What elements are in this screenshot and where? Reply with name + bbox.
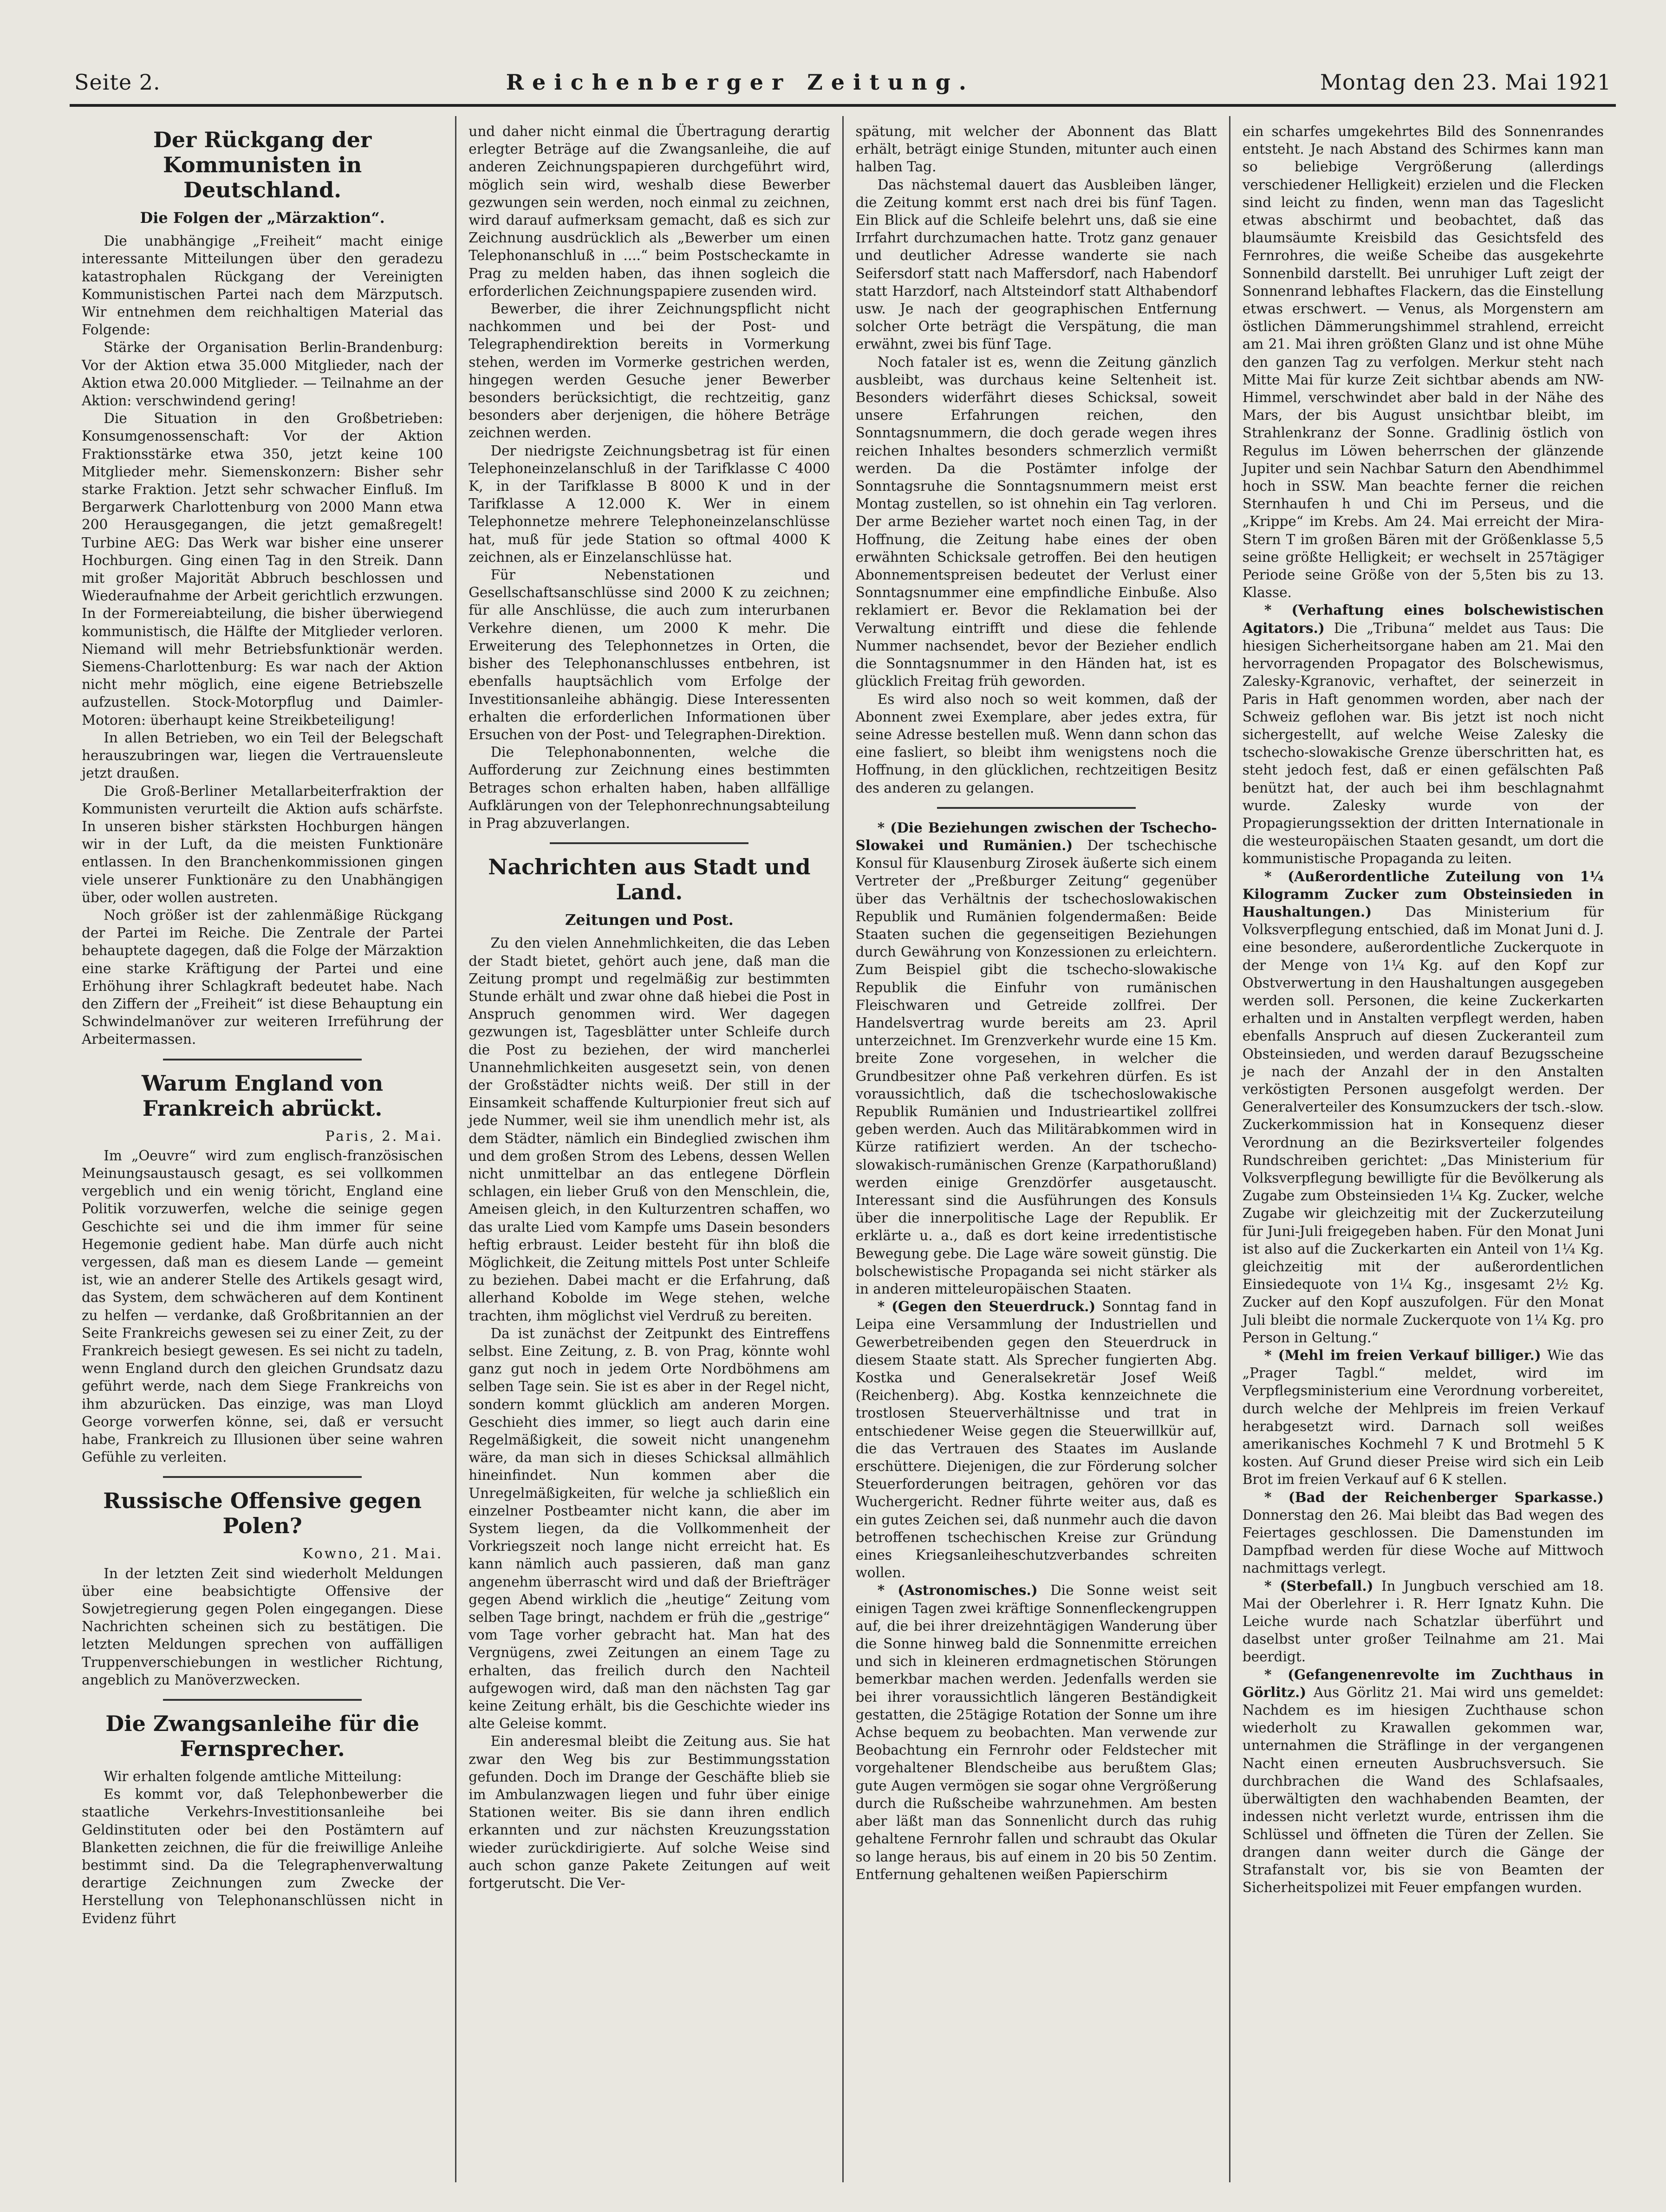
news-item-text: Die „Tribuna“ meldet aus Taus: Die hiesigen Sicherheitsorgane haben am 21. Mai den hervorragenden Propagator des Bolschewismus, Zalesky-Kgranovic, verhaftet, der seinerzeit in Paris in Haft genommen worden, aber nach der Schweiz geflohen war. Bis jetzt ist noch nicht sichergestellt, auf welche Weise Zalesky die tschecho-slowakische Grenze überschritten hat, es steht jedoch fest, daß er einen gefälschten Paß benützt hat, der auch bei ihm beschlagnahmt wurde. Zalesky wurde von der Propagierungssektion der dritten Internationale in die westeuropäischen Staaten gesandt, um dort die kommunistische Propaganda zu leiten.: [1242, 620, 1604, 867]
paragraph: Wir erhalten folgende amtliche Mitteilung:: [104, 1769, 402, 1785]
paragraph: Zu den vielen Annehmlichkeiten, die das Leben der Stadt bietet, gehört auch jene, daß man die Zeitung prompt und regelmäßig zur bestimmten Stunde erhält und zwar ohne daß hiebei die Post in Anspruch genommen wird. Wer dagegen gezwungen ist, Tagesblätter unter Schleife durch die Post zu beziehen, der wird mancherlei Unannehmlichkeiten ausgesetzt sein, von denen der Großstädter nichts weiß. Der still in der Einsamkeit schaffende Kulturpionier freut sich auf jede Nummer, weil sie ihm unendlich mehr ist, als dem Städter, nämlich ein Bindeglied zwischen ihm und dem großen Strom des Lebens, dessen Wellen nicht unmittelbar an das entlegene Dörflein schlagen, ein lieber Gruß von den Menschlein, die, Ameisen gleich, in den Kulturzentren schaffen, wo das uralte Lied vom Kampfe ums Dasein besonders heftig erbraust. Leider besteht für ihn bloß die Möglichkeit, die Zeitung mittels Post unter Schleife zu beziehen. Dabei macht er die Erfahrung, daß allerhand Kobolde im Wege stehen, welche trachten, ihm möglichst viel Verdruß zu bereiten.: [469, 935, 830, 1324]
section-subheadline: Zeitungen und Post.: [565, 911, 734, 929]
news-item-text: Sonntag fand in Leipa eine Versammlung der Industriellen und Gewerbetreibenden gegen den Steuerdruck in diesem Staate statt. Als Sprecher fungierten Abg. Kostka und Generalsekretär Josef Weiß (Reichenberg). Abg. Kostka kennzeichnete die trostlosen Steuerverhältnisse und trat in entschiedener Weise gegen die Steuerwillkür auf, die das Vertrauen des Staates im Auslande erschüttere. Diejenigen, die zur Förderung solcher Steuerforderungen beitragen, gehören vor das Wuchergericht. Redner führte weiter aus, daß es ein gutes Zeichen sei, daß nunmehr auch die davon betroffenen tschechischen Kreise zur Gründung eines Kriegsanleiheschutzverbandes schreiten wollen.: [855, 1299, 1217, 1581]
paragraph: Stärke der Organisation Berlin-Brandenburg: Vor der Aktion etwa 35.000 Mitglieder, nach der Aktion etwa 20.000 Mitglieder. — Teilnahme an der Aktion: verschwindend gering!: [82, 339, 443, 409]
column-3: [844, 116, 1230, 2182]
paragraph: Die unabhängige „Freiheit“ macht einige interessante Mitteilungen über den geradezu katastrophalen Rückgang der Vereinigten Kommunistischen Partei nach dem Märzputsch. Wir entnehmen dem reichhaltigen Material das Folgende:: [82, 233, 443, 338]
paragraph: Für Nebenstationen und Gesellschaftsanschlüsse sind 2000 K zu zeichnen; für alle Anschlüsse, die auch zum interurbanen Verkehre dienen, um 2000 K mehr. Die Erweiterung des Telephonnetzes in Orten, die bisher des Telephonanschlusses entbehren, ist ebenfalls hauptsächlich vom Erfolge der Investitionsanleihe abhängig. Diese Interessenten erhalten die erforderlichen Informationen über Ersuchen von der Post- und Telegraphen-Direktion.: [469, 567, 830, 742]
paragraph: Es wird also noch so weit kommen, daß der Abonnent zwei Exemplare, aber jedes extra, für seine Adresse bestellen muß. Wenn dann schon das eine fasliert, so bleibt ihm wenigstens noch die Hoffnung, in den glücklichen, rechtzeitigen Besitz des anderen zu gelangen.: [855, 691, 1217, 796]
news-item: [856, 819, 1217, 1298]
issue-date: Montag den 23. Mai 1921: [1320, 70, 1611, 95]
news-item-title: * (Bad der Reichenberger Sparkasse.): [1264, 1489, 1604, 1505]
paragraph: Bewerber, die ihrer Zeichnungspflicht nicht nachkommen und bei der Post- und Telegraphendirektion bereits in Vormerkung stehen, werden im Vormerke gestrichen werden, hingegen werden Gesuche jener Bewerber besonders berücksichtigt, die rechtzeitig, ganz besonders aber derjenigen, die höhere Beträge zeichnen werden.: [469, 301, 830, 441]
article-headline: Der Rückgang der Kommunisten in Deutschland.: [153, 127, 372, 202]
paragraph: und daher nicht einmal die Übertragung derartig erlegter Beträge auf die Zwangsanleihe, die auf anderen Zeichnungspapieren durchgeführt wird, möglich sein wird, weshalb diese Bewerber gezwungen sein werden, noch einmal zu zeichnen, wird darauf aufmerksam gemacht, daß es sich zur Zeichnung ausdrücklich als „Bewerber um einen Telephonanschluß in ....“ beim Postscheckamte in Prag zu melden haben, das ihnen sogleich die erforderlichen Zeichnungspapiere zusenden wird.: [469, 124, 830, 299]
news-item: [1243, 1577, 1604, 1666]
paragraph: Ein anderesmal bleibt die Zeitung aus. Sie hat zwar den Weg bis zur Bestimmungsstation gefunden. Doch im Drange der Geschäfte blieb sie im Ambulanzwagen liegen und fuhr über einige Stationen weiter. Bis sie dann ihren endlich erkannten und zur nächsten Kreuzungsstation wieder zurückdirigierte. Auf solche Weise sind auch schon ganze Pakete Zeitungen auf weit fortgerutscht. Die Ver-: [469, 1733, 830, 1892]
article-separator: [163, 1699, 362, 1701]
paragraph: In allen Betrieben, wo ein Teil der Belegschaft herauszubringen war, liegen die Vertrauensleute jetzt draußen.: [82, 729, 443, 781]
news-item-text: Donnerstag den 26. Mai bleibt das Bad wegen des Feiertages geschlossen. Die Damenstunden im Dampfbad werden für diese Woche auf Mittwoch nachmittags verlegt.: [1242, 1507, 1604, 1576]
paragraph: spätung, mit welcher der Abonnent das Blatt erhält, beträgt einige Stunden, mitunter auch einen halben Tag.: [855, 124, 1217, 175]
article-separator: [163, 1476, 362, 1478]
news-item-text: Wie das „Prager Tagbl.“ meldet, wird im Verpflegsministerium eine Verordnung vorbereitet, durch welche der Mehlpreis im freien Verkauf herabgesetzt wird. Darnach soll weißes amerikanisches Kochmehl 7 K und Brotmehl 5 K kosten. Auf Grund dieser Preise wird sich ein Leib Brot im freien Verkauf auf 6 K stellen.: [1242, 1347, 1604, 1488]
article-headline: Die Zwangsanleihe für die Fernsprecher.: [105, 1711, 419, 1762]
news-item-title: * (Die Beziehungen zwischen der Tschecho-Slowakei und Rumänien.): [855, 819, 1217, 853]
paragraph: Noch größer ist der zahlenmäßige Rückgang der Partei im Reiche. Die Zentrale der Partei behauptete dagegen, daß die Folge der Märzaktion eine starke Kräftigung der Partei und eine Erhöhung ihrer Schlagkraft bedeutet habe. Nach den Ziffern der „Freiheit“ ist diese Behauptung ein Schwindelmanöver zur weiteren Irreführung der Arbeitermassen.: [82, 907, 443, 1047]
columns: [70, 116, 1616, 2182]
paragraph: Die Groß-Berliner Metallarbeiterfraktion der Kommunisten verurteilt die Aktion aufs schärfste. In unseren bisher stärksten Hochburgen hängen wir in der Luft, da die meisten Funktionäre entlassen. In den Branchenkommissionen gingen viele unserer Funktionäre zu den Unabhängigen über, oder wollen austreten.: [82, 783, 443, 905]
paragraph: ein scharfes umgekehrtes Bild des Sonnenrandes entsteht. Je nach Abstand des Schirmes kann man so beliebige Vergrößerung (allerdings verschiedener Helligkeit) erzielen und die Flecken sind leicht zu finden, wenn man das Tageslicht etwas abschirmt und beobachtet, daß das blaumsäumte Kreisbild das Gesichtsfeld des Fernrohres, die weiße Scheibe das ausgekehrte Sonnenbild darstellt. Bei unruhiger Luft zeigt der Sonnenrand lebhaftes Flackern, das die Einstellung etwas erschwert. — Venus, als Morgenstern am östlichen Dämmerungshimmel strahlend, erreicht am 21. Mai ihren größten Glanz und ist ohne Mühe den ganzen Tag zu verfolgen. Merkur steht nach Mitte Mai für kurze Zeit sichtbar abends am NW-Himmel, verschwindet aber bald in der Nähe des Mars, der bis August unsichtbar bleibt, im Strahlenkranz der Sonne. Gradlinig östlich von Regulus im Löwen beherrschen der glänzende Jupiter und sein Nachbar Saturn den Abendhimmel hoch in SSW. Man beachte ferner die reichen Sternhaufen h und Chi im Perseus, und die „Krippe“ im Krebs. Am 24. Mai erreicht der Mira-Stern T im großen Bären mit der Größenklasse 5,5 seine größte Helligkeit; er wechselt in 257tägiger Periode seine Größe von der 5,5ten bis zu 13. Klasse.: [1242, 124, 1604, 601]
news-item-title: * (Sterbefall.): [1264, 1577, 1373, 1594]
news-item-title: * (Astronomisches.): [877, 1582, 1038, 1599]
article-separator: [550, 842, 748, 844]
column-4: [1230, 116, 1616, 2182]
article-headline: Russische Offensive gegen Polen?: [103, 1488, 422, 1539]
news-item-title: * (Verhaftung eines bolschewistischen Agitators.): [1242, 602, 1604, 636]
newspaper-page: [70, 65, 1616, 2182]
paragraph: Die Situation in den Großbetrieben: Konsumgenossenschaft: Vor der Aktion Fraktionsstärke etwa 350, jetzt keine 100 Mitglieder mehr. Siemenskonzern: Bisher sehr starke Fraktion. Jetzt sehr schwacher Einfluß. Im Bergarwerk Charlottenburg von 2000 Mann etwa 200 Herausgegangen, die jetzt gemaßregelt! Turbine AEG: Das Werk war bisher eine unserer Hochburgen. Ging einen Tag in den Streik. Dann mit großer Majorität Abbruch beschlossen und Wiederaufnahme der Arbeit gerichtlich erzwungen. In der Formereiabteilung, die bisher überwiegend kommunistisch, die Hälfte der Mitglieder verloren. Niemand will mehr Betriebsfunktionär werden. Siemens-Charlottenburg: Es war nach der Aktion nicht mehr möglich, eine eigene Betriebszelle aufzustellen. Stock-Motorpflug und Daimler-Motoren: überhaupt keine Streikbeteiligung!: [82, 410, 443, 728]
paragraph: Da ist zunächst der Zeitpunkt des Eintreffens selbst. Eine Zeitung, z. B. von Prag, könnte wohl ganz gut noch in jedem Orte Nordböhmens am selben Tage sein. Sie ist es aber in der Regel nicht, sondern kommt glücklich am anderen Morgen. Geschieht dies immer, so liegt auch darin eine Regelmäßigkeit, die soweit nicht unangenehm wäre, da man sich in dieses Schicksal allmählich hineinfindet. Nun kommen aber die Unregelmäßigkeiten, für welche ja schließlich ein einzelner Postbeamter nicht kann, die aber im System liegen, da die Vollkommenheit der Vorkriegszeit noch lange nicht erreicht hat. Es kann nämlich auch passieren, daß man ganz angenehm überrascht wird und daß der Briefträger gegen Abend wirklich die „heutige“ Zeitung vom selben Tage bringt, nachdem er früh die „gestrige“ vom Tage vorher gebracht hat. Man hat des Vergnügens, zwei Zeitungen an einem Tage zu erhalten, das freilich durch den Nachteil aufgewogen wird, daß man den nächsten Tag gar keine Zeitung erhält, bis die Geschichte wieder ins alte Geleise kommt.: [469, 1325, 830, 1732]
news-item: [856, 1581, 1217, 1883]
page-number: Seite 2.: [74, 70, 161, 95]
paragraph: Noch fataler ist es, wenn die Zeitung gänzlich ausbleibt, was durchaus keine Seltenheit ist. Besonders widerfährt dieses Schicksal, soweit unsere Erfahrungen reichen, den Sonntagsnummern, die doch gerade wegen ihres reichen Inhaltes besonders schmerzlich vermißt werden. Da die Postämter infolge der Sonntagsruhe die Sonntagsnummern meist erst Montag zustellen, so ist ohnehin ein Tag verloren. Der arme Bezieher wartet noch einen Tag, in der Hoffnung, die Zeitung habe eines der oben erwähnten Schicksale getroffen. Bei den heutigen Abonnementspreisen bedeutet der Verlust einer Sonntagsnummer eine empfindliche Einbuße. Also reklamiert er. Bevor die Reklamation bei der Verwaltung eintrifft und diese die fehlende Nummer nachsendet, bevor der Bezieher endlich die Sonntagsnummer in den Händen hat, ist es glücklich Freitag früh geworden.: [855, 354, 1217, 690]
paragraph: Es kommt vor, daß Telephonbewerber die staatliche Verkehrs-Investitionsanleihe bei Geldinstituten oder bei den Postämtern auf Blanketten zeichnen, die für die freiwillige Anleihe bestimmt sind. Da die Telegraphenverwaltung derartige Zeichnungen zum Zwecke der Herstellung von Telephonanschlüssen nicht in Evidenz führt: [82, 1786, 443, 1926]
article-subheadline: Die Folgen der „Märzaktion“.: [140, 209, 385, 227]
header-rule: [70, 104, 1616, 107]
dateline: Kowno, 21. Mai.: [302, 1546, 443, 1562]
column-2: [456, 116, 843, 2182]
article-headline: Warum England von Frankreich abrückt.: [141, 1070, 384, 1121]
news-item-title: * (Außerordentliche Zuteilung von 1¼ Kilogramm Zucker zum Obsteinsieden in Haushaltungen.): [1242, 868, 1604, 920]
news-item-title: * (Mehl im freien Verkauf billiger.): [1264, 1347, 1541, 1364]
section-headline: Nachrichten aus Stadt und Land.: [488, 854, 811, 905]
news-item-title: * (Gegen den Steuerdruck.): [877, 1298, 1096, 1315]
dateline: Paris, 2. Mai.: [325, 1128, 443, 1144]
news-item: [856, 1298, 1217, 1581]
paragraph: In der letzten Zeit sind wiederholt Meldungen über eine beabsichtigte Offensive der Sowjetregierung gegen Polen eingegangen. Diese Nachrichten scheinen sich zu bestätigen. Die letzten Meldungen sprechen von auffälligen Truppenverschiebungen in westlicher Richtung, angeblich zu Manöverzwecken.: [82, 1565, 443, 1688]
news-item-text: In Jungbuch verschied am 18. Mai der Oberlehrer i. R. Herr Ignatz Kuhn. Die Leiche wurde nach Schatzlar überführt und daselbst unter großer Teilnahme am 21. Mai beerdigt.: [1242, 1578, 1604, 1665]
article-separator: [937, 807, 1136, 809]
news-item: [1243, 601, 1604, 867]
column-1: [70, 116, 456, 2182]
news-item: [1243, 1347, 1604, 1489]
news-item: [1243, 868, 1604, 1347]
newspaper-title: Reichenberger Zeitung.: [506, 70, 975, 95]
news-item: [1243, 1666, 1604, 1897]
news-item-text: Das Ministerium für Volksverpflegung entschied, daß im Monat Juni d. J. eine besondere, außerordentliche Zuckerquote in der Menge von 1¼ Kg. auf den Kopf zur Obstverwertung in den Haushaltungen ausgegeben werden soll. Personen, die keine Zuckerkarten erhalten und in Anstalten verpflegt werden, haben ebenfalls Anspruch auf diesen Zuckeranteil zum Obsteinsieden, und werden darauf Bezugsscheine je nach der Anzahl der in den Anstalten verköstigten Personen ausgefolgt werden. Der Generalverteiler des Konsumzuckers der tsch.-slow. Zuckerkommission hat in Konsequenz dieser Verordnung an die Bezirksverteiler folgendes Rundschreiben gerichtet: „Das Ministerium für Volksverpflegung bewilligte für die Bevölkerung als Zugabe zum Obsteinsieden 1¼ Kg. Zucker, welche Zugabe wir gleichzeitig mit der Zuckerzuteilung für Juni-Juli freigegeben haben. Für den Monat Juni ist also auf die Zuckerkarten ein Anteil von 1¼ Kg. gleichzeitig mit der außerordentlichen Einsiedequote von 1¼ Kg., insgesamt 2½ Kg. Zucker auf den Kopf auszufolgen. Für den Monat Juli bleibt die normale Zuckerquote von 1¼ Kg. pro Person in Geltung.“: [1242, 904, 1604, 1346]
page-header: [70, 65, 1616, 95]
paragraph: Der niedrigste Zeichnungsbetrag ist für einen Telephoneinzelanschluß in der Tarifklasse C 4000 K, in der Tarifklasse B 8000 K und in der Tarifklasse A 12.000 K. Wer in einem Telephonnetze mehrere Telephoneinzelanschlüsse hat, muß für jede Station so oftmal 4000 K zeichnen, als er Einzelanschlüsse hat.: [469, 442, 830, 565]
article-separator: [163, 1059, 362, 1060]
news-item-text: Die Sonne weist seit einigen Tagen zwei kräftige Sonnenfleckengruppen auf, die bei ihrer dreizehntägigen Wanderung über die Sonne hinweg bald die Sonnenmitte erreichen und sich in kleineren erdmagnetischen Störungen bemerkbar machen werden. Jedenfalls werden sie bei ihrer voraussichtlich längeren Beständigkeit gestatten, die 25tägige Rotation der Sonne um ihre Achse bequem zu beobachten. Man verwende zur Beobachtung ein Fernrohr oder Feldstecher mit vorgehaltener Blendscheibe aus berußtem Glas; gute Augen vermögen sie sogar ohne Vergrößerung durch die Rußscheibe wahrzunehmen. Am besten aber läßt man das Sonnenlicht durch das ruhig gehaltene Fernrohr fallen und schraubt das Okular so lange heraus, bis auf einem in 20 bis 50 Zentim. Entfernung gehaltenen weißen Papierschirm: [855, 1582, 1217, 1882]
paragraph: Im „Oeuvre“ wird zum englisch-französischen Meinungsaustausch gesagt, es sei vollkommen vergeblich und ein wenig töricht, England eine Politik vorzuwerfen, welche die seinige gegen Geschichte sei und die ihm immer für seine Hegemonie gedient habe. Man dürfe auch nicht vergessen, daß man es diesem Lande — gemeint ist, wie an anderer Stelle des Artikels gesagt wird, das System, dem schwächeren auf dem Kontinent zu helfen — verdanke, daß Großbritannien an der Seite Frankreichs gewesen sei zu einer Zeit, zu der Frankreich besiegt gewesen. Es sei nicht zu tadeln, wenn England durch den gleichen Grundsatz dazu geführt werde, nach dem Siege Frankreichs von ihm abzurücken. Das einzige, was man Lloyd George vorwerfen könne, sei, daß er versucht habe, Frankreich zu Illusionen über seine wahren Gefühle zu verleiten.: [82, 1147, 443, 1465]
news-item: [1243, 1489, 1604, 1577]
news-item-text: Der tschechische Konsul für Klausenburg Zirosek äußerte sich einem Vertreter der „Preßburger Zeitung“ gegenüber über das Verhältnis der tschechoslowakischen Republik und Rumänien folgendermaßen: Beide Staaten suchen die gegenseitigen Beziehungen durch Gewährung von Konzessionen zu erleichtern. Zum Beispiel gibt die tschecho-slowakische Republik die Einfuhr von rumänischen Fleischwaren und Getreide zollfrei. Der Handelsvertrag wurde bereits am 23. April unterzeichnet. Im Grenzverkehr wurde eine 15 Km. breite Zone vorgesehen, in welcher die Grundbesitzer ohne Paß verkehren dürfen. Es ist voraussichtlich, daß die tschechoslowakische Republik Rumänien und Industrieartikel zollfrei geben werden. Auch das Militärabkommen wird in Kürze ratifiziert werden. An der tschecho-slowakisch-rumänischen Grenze (Karpathorußland) werden einige Grenzdörfer ausgetauscht. Interessant sind die Ausführungen des Konsuls über die innerpolitische Lage der Republik. Er erklärte u. a., daß es dort keine irredentistische Bewegung gebe. Die Lage wäre soweit günstig. Die bolschewistische Propaganda sei nicht stärker als in anderen mitteleuropäischen Staaten.: [855, 837, 1217, 1297]
paragraph: Die Telephonabonnenten, welche die Aufforderung zur Zeichnung eines bestimmten Betrages schon erhalten haben, haben allfällige Aufklärungen von der Telephonrechnungsabteilung in Prag abzuverlangen.: [469, 744, 830, 831]
paragraph: Das nächstemal dauert das Ausbleiben länger, die Zeitung kommt erst nach drei bis fünf Tagen. Ein Blick auf die Schleife belehrt uns, daß sie eine Irrfahrt durchzumachen hatte. Trotz ganz genauer und deutlicher Adresse wanderte sie nach Seifersdorf statt nach Maffersdorf, nach Habendorf statt Harzdorf, nach Altsteindorf statt Althabendorf usw. Je nach der geographischen Entfernung solcher Orte beträgt die Verspätung, die man erwähnt, zwei bis fünf Tage.: [855, 176, 1217, 352]
news-item-text: Aus Görlitz 21. Mai wird uns gemeldet: Nachdem es im hiesigen Zuchthause schon wiederholt zu Krawallen gekommen war, unternahmen die Sträflinge in der vergangenen Nacht einen erneuten Ausbruchsversuch. Sie durchbrachen die Wand des Schlafsaales, überwältigten den wachhabenden Beamten, der indessen nicht verletzt wurde, entrissen ihm die Schlüssel und öffneten die Türen der Zellen. Sie drangen dann weiter durch die Gänge der Strafanstalt vor, bis sie von Beamten der Sicherheitspolizei mit Feuer empfangen wurden.: [1242, 1684, 1604, 1896]
news-item-title: * (Gefangenenrevolte im Zuchthaus in Görlitz.): [1242, 1666, 1604, 1700]
